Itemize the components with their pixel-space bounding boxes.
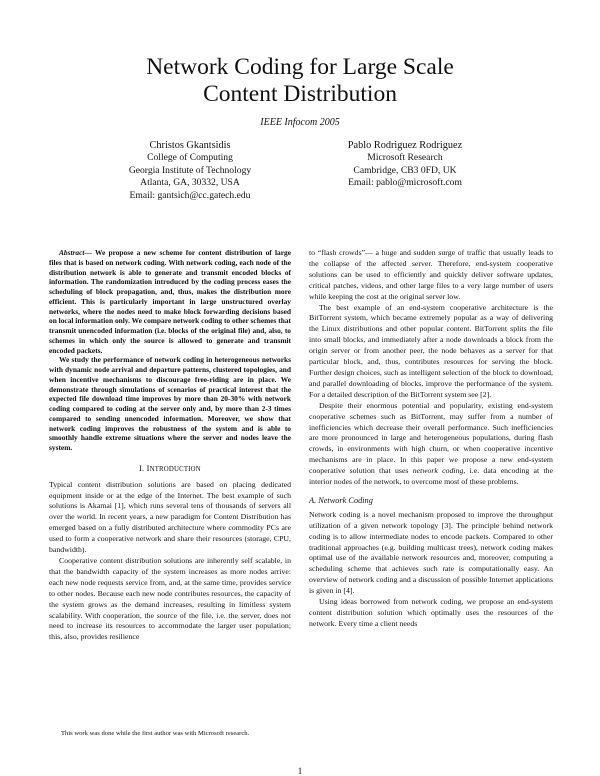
abstract (49, 248, 291, 453)
left-column (49, 248, 291, 643)
body-paragraph (309, 401, 553, 488)
author-address: Cambridge, CB3 0FD, UK (353, 164, 457, 176)
abstract-text-1: — We propose a new scheme for content distribution of large files that is based on network coding. With network coding, each node of the distribution network is able to generate and transmit encoded blocks of information. The randomization introduced by the coding process eases the scheduling of block propagation, and, thus, makes the distribution more efficient. This is particularly important in large unstructured overlay networks, where the nodes need to make block forwarding decisions based on local information only. We compare network coding to other schemes that transmit unencoded information (i.e. blocks of the original file) and, also, to schemes in which only the source is allowed to generate and transmit encoded packets. (49, 248, 291, 355)
body-text: Despite their enormous potential and popularity, existing end-system cooperative schemes such as BitTorrent, may suffer from a number of inefficiencies which decrease their overall performance. Such inefficiencies are more pronounced in large and heterogeneous populations, during flash crowds, in environments with high churn, or when cooperative incentive mechanisms are in place. In this paper we propose a new end-system cooperative solution that uses (309, 400, 553, 476)
section-heading-introduction (49, 464, 291, 476)
right-column (309, 248, 553, 630)
section-heading-rest: NTRODUCTION (149, 465, 201, 473)
body-paragraph: Typical content distribution solutions are based on placing dedicated equipment inside or at the edge of the Internet. The best example of such solutions is Akamai [1], which runs several tens of thousands of servers all over the world. In recent years, a new paradigm for Content Distribution has emerged based on a fully distributed architecture where commodity PCs are used to form a cooperative network and share their resources (storage, CPU, bandwidth). (49, 479, 291, 555)
author-address: Atlanta, GA, 30332, USA (140, 177, 240, 189)
author-name: Pablo Rodriguez Rodriguez (347, 140, 463, 151)
abstract-label: Abstract (59, 248, 85, 257)
subsection-heading: A. Network Coding (309, 495, 373, 505)
body-paragraph: Cooperative content distribution solutions are inherently self scalable, in that the bandwidth capacity of the system increases as more nodes arrive: each new node requests service from, and, at the same time, provides service to other nodes. Because each new node contributes resources, the capacity of the system grows as the demand increases, resulting in limitless system scalability. With cooperation, the source of the file, i.e. the server, does not need to increase its resources to accommodate the larger user population; this, also, provides resilience (49, 556, 291, 642)
author-name: Christos Gkantsidis (149, 140, 231, 151)
venue: IEEE Infocom 2005 (260, 117, 340, 128)
body-paragraph: Using ideas borrowed from network coding, we propose an end-system content distribution solution which optimally uses the resources of the network. Every time a client needs (309, 597, 553, 628)
body-paragraph: to “flash crowds”— a huge and sudden surge of traffic that usually leads to the collapse of the affected server. Therefore, end-system cooperative solutions can be used to efficiently and quickly deliver software updates, critical patches, videos, and other large files to a very large number of users while keeping the cost at the original server low. (309, 248, 553, 301)
author-email: Email: pablo@microsoft.com (348, 177, 462, 189)
author-email: Email: gantsich@cc.gatech.edu (129, 189, 251, 201)
title-line-1: Network Coding for Large Scale (146, 54, 454, 80)
section-heading-first-letter: I (146, 463, 150, 473)
author-affiliation: College of Computing (147, 152, 233, 164)
author-affiliation: Georgia Institute of Technology (128, 164, 252, 176)
abstract-paragraph-2: We study the performance of network coding in heterogeneous networks with dynamic node arrival and departure patterns, clustered topologies, and when incentive mechanisms to discourage free-riding are in place. We demonstrate through simulations of scenarios of practical interest that the expected file download time improves by more than 20-30% with network coding compared to coding at the server only and, by more than 2-3 times compared to sending unencoded information. Moreover, we show that network coding improves the robustness of the system and is able to smoothly handle extreme situations where the server and nodes leave the system. (49, 355, 291, 452)
body-text: , i.e. data encoding at the interior nodes of the network, to overcome most of these problems. (309, 466, 553, 487)
page-number: 1 (297, 766, 303, 776)
author-affiliation: Microsoft Research (367, 152, 443, 164)
section-numeral: I. (139, 463, 145, 473)
body-paragraph: The best example of an end-system cooperative architecture is the BitTorrent system, which became extremely popular as a way of delivering the Linux distributions and other popular content. BitTorrent splits the file into small blocks, and immediately after a node downloads a block from the origin server or from another peer, the node behaves as a server for that particular block, and, thus, contributes resources for serving the block. Further design choices, such as intelligent selection of the block to download, and parallel downloading of blocks, improve the performance of the system. For a detailed description of the BitTorrent system see [2]. (309, 302, 553, 399)
author-block-1 (90, 140, 290, 202)
title-line-2: Content Distribution (203, 81, 397, 107)
abstract-paragraph-1 (49, 248, 291, 355)
author-block-2 (305, 140, 505, 190)
body-paragraph: Network coding is a novel mechanism proposed to improve the throughput utilization of a given network topology [3]. The principle behind network coding is to allow intermediate nodes to encode packets. Compared to other traditional approaches (e.g. building multicast trees), network coding makes optimal use of the available network resources and, moreover, computing a scheduling scheme that achieves such rate is computationally easy. An overview of network coding and a discussion of possible Internet applications is given in [4]. (309, 509, 553, 596)
emphasis-network-coding: network coding (412, 466, 464, 476)
footnote: This work was done while the first author was with Microsoft research. (61, 730, 250, 737)
paper-title (0, 54, 600, 108)
